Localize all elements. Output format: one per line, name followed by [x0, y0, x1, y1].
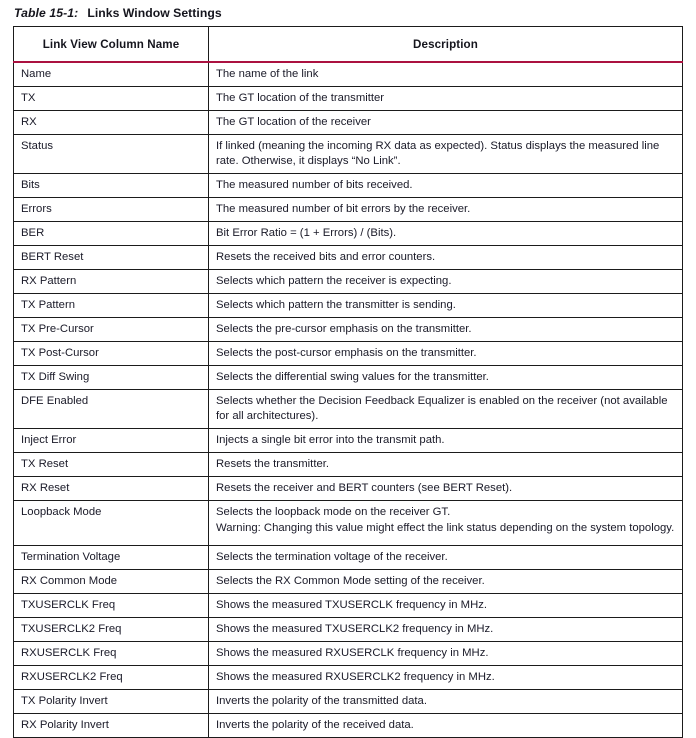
table-row — [14, 111, 683, 135]
cell-description — [209, 318, 683, 342]
cell-link-view-column-name: Name — [14, 62, 209, 87]
cell-description — [209, 690, 683, 714]
cell-link-view-column-name: Termination Voltage — [14, 546, 209, 570]
description-paragraph: Selects the termination voltage of the receiver. — [216, 551, 448, 563]
cell-description — [209, 477, 683, 501]
description-paragraph: Selects the loopback mode on the receiver GT. — [216, 506, 451, 518]
description-paragraph: Resets the receiver and BERT counters (see BERT Reset). — [216, 482, 513, 494]
column-header-link-view-column-name: Link View Column Name — [14, 27, 209, 63]
cell-description — [209, 618, 683, 642]
description-paragraph: Selects which pattern the receiver is expecting. — [216, 275, 452, 287]
cell-link-view-column-name: BER — [14, 222, 209, 246]
description-paragraph: Selects whether the Decision Feedback Equalizer is enabled on the receiver (not available for all architectures). — [216, 395, 668, 422]
cell-description — [209, 342, 683, 366]
cell-description — [209, 429, 683, 453]
table-body — [14, 62, 683, 738]
cell-link-view-column-name: DFE Enabled — [14, 390, 209, 429]
cell-link-view-column-name: TX Diff Swing — [14, 366, 209, 390]
cell-link-view-column-name: Bits — [14, 174, 209, 198]
description-paragraph: Resets the received bits and error counters. — [216, 251, 436, 263]
cell-link-view-column-name: TX Pre-Cursor — [14, 318, 209, 342]
table-row — [14, 690, 683, 714]
table-row — [14, 246, 683, 270]
cell-link-view-column-name: RX — [14, 111, 209, 135]
cell-link-view-column-name: RX Reset — [14, 477, 209, 501]
table-row — [14, 618, 683, 642]
table-row — [14, 62, 683, 87]
cell-link-view-column-name: TX Pattern — [14, 294, 209, 318]
table-caption — [14, 6, 696, 21]
cell-link-view-column-name: Loopback Mode — [14, 501, 209, 546]
cell-description — [209, 714, 683, 738]
description-paragraph: Selects the post-cursor emphasis on the transmitter. — [216, 347, 477, 359]
description-paragraph: The name of the link — [216, 68, 319, 80]
cell-description — [209, 135, 683, 174]
cell-link-view-column-name: TX Polarity Invert — [14, 690, 209, 714]
table-row — [14, 714, 683, 738]
cell-description — [209, 174, 683, 198]
table-row — [14, 642, 683, 666]
table-row — [14, 390, 683, 429]
cell-description — [209, 270, 683, 294]
cell-link-view-column-name: TX Reset — [14, 453, 209, 477]
description-paragraph: Inverts the polarity of the transmitted data. — [216, 695, 427, 707]
cell-link-view-column-name: RXUSERCLK Freq — [14, 642, 209, 666]
cell-description — [209, 222, 683, 246]
cell-description — [209, 501, 683, 546]
document-page — [0, 6, 696, 735]
column-header-description: Description — [209, 27, 683, 63]
table-container — [13, 26, 682, 738]
cell-description — [209, 546, 683, 570]
description-paragraph: The measured number of bit errors by the receiver. — [216, 203, 471, 215]
cell-link-view-column-name: Errors — [14, 198, 209, 222]
description-paragraph: Shows the measured TXUSERCLK frequency in MHz. — [216, 599, 488, 611]
cell-link-view-column-name: TX Post-Cursor — [14, 342, 209, 366]
description-paragraph: Bit Error Ratio = (1 + Errors) / (Bits). — [216, 227, 397, 239]
table-row — [14, 477, 683, 501]
description-paragraph: If linked (meaning the incoming RX data as expected). Status displays the measured line rate. Otherwise, it displays “No Link”. — [216, 140, 660, 167]
table-row — [14, 222, 683, 246]
cell-description — [209, 246, 683, 270]
cell-link-view-column-name: Status — [14, 135, 209, 174]
table-row — [14, 318, 683, 342]
description-paragraph: Selects the differential swing values for the transmitter. — [216, 371, 489, 383]
cell-description — [209, 453, 683, 477]
description-paragraph: The GT location of the receiver — [216, 116, 371, 128]
table-row — [14, 570, 683, 594]
cell-link-view-column-name: RX Common Mode — [14, 570, 209, 594]
table-row — [14, 294, 683, 318]
links-window-settings-table — [13, 26, 683, 738]
table-row — [14, 594, 683, 618]
table-row — [14, 453, 683, 477]
cell-description — [209, 666, 683, 690]
cell-link-view-column-name: RX Polarity Invert — [14, 714, 209, 738]
cell-description — [209, 111, 683, 135]
table-header-row — [14, 27, 683, 63]
description-paragraph: Selects which pattern the transmitter is sending. — [216, 299, 456, 311]
cell-link-view-column-name: RX Pattern — [14, 270, 209, 294]
cell-link-view-column-name: BERT Reset — [14, 246, 209, 270]
description-paragraph: Inverts the polarity of the received data. — [216, 719, 414, 731]
cell-description — [209, 594, 683, 618]
description-paragraph: Resets the transmitter. — [216, 458, 330, 470]
description-paragraph: The GT location of the transmitter — [216, 92, 385, 104]
table-row — [14, 135, 683, 174]
description-paragraph: Shows the measured TXUSERCLK2 frequency in MHz. — [216, 623, 494, 635]
table-row — [14, 87, 683, 111]
cell-description — [209, 642, 683, 666]
cell-description — [209, 366, 683, 390]
table-row — [14, 429, 683, 453]
description-paragraph: Selects the pre-cursor emphasis on the transmitter. — [216, 323, 472, 335]
cell-description — [209, 62, 683, 87]
description-paragraph: Warning: Changing this value might effect the link status depending on the system topology. — [216, 522, 675, 534]
table-row — [14, 198, 683, 222]
description-paragraph: Shows the measured RXUSERCLK frequency in MHz. — [216, 647, 489, 659]
cell-link-view-column-name: TXUSERCLK Freq — [14, 594, 209, 618]
cell-description — [209, 294, 683, 318]
table-row — [14, 501, 683, 546]
table-row — [14, 366, 683, 390]
table-caption-title: Links Window Settings — [87, 6, 222, 20]
cell-description — [209, 570, 683, 594]
table-row — [14, 666, 683, 690]
cell-link-view-column-name: TX — [14, 87, 209, 111]
cell-description — [209, 390, 683, 429]
cell-link-view-column-name: TXUSERCLK2 Freq — [14, 618, 209, 642]
cell-link-view-column-name: Inject Error — [14, 429, 209, 453]
description-paragraph: Selects the RX Common Mode setting of the receiver. — [216, 575, 485, 587]
table-caption-label: Table 15-1: — [14, 6, 79, 20]
table-row — [14, 546, 683, 570]
table-row — [14, 270, 683, 294]
cell-description — [209, 198, 683, 222]
table-row — [14, 174, 683, 198]
description-paragraph: Injects a single bit error into the transmit path. — [216, 434, 445, 446]
description-paragraph: Shows the measured RXUSERCLK2 frequency in MHz. — [216, 671, 495, 683]
description-paragraph: The measured number of bits received. — [216, 179, 413, 191]
table-row — [14, 342, 683, 366]
table-header — [14, 27, 683, 63]
cell-link-view-column-name: RXUSERCLK2 Freq — [14, 666, 209, 690]
cell-description — [209, 87, 683, 111]
